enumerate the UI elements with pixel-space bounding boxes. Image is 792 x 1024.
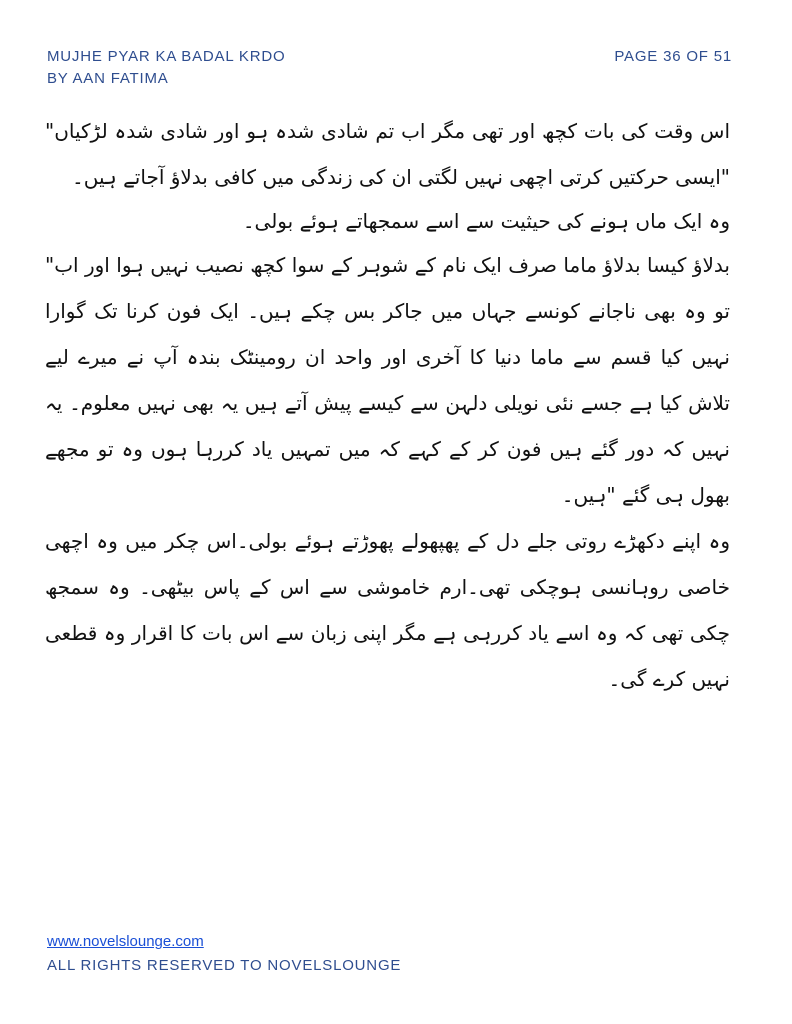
novel-title: MUJHE PYAR KA BADAL KRDO — [47, 48, 286, 65]
document-header — [47, 46, 285, 90]
page-number: PAGE 36 OF 51 — [614, 48, 732, 65]
story-body — [45, 108, 730, 702]
paragraph-dialogue-2: بدلاؤ کیسا بدلاؤ ماما صرف ایک نام کے شوہر کے سوا کچھ نصیب نہیں ہوا اور اب" تو وہ بھی ناجانے کونسے جہاں میں جاکر بس چکے ہیں۔ ایک فون کرنا تک گوارا نہیں کیا قسم سے ماما دنیا کا آخری اور واحد ان رومینٹک بندہ آپ نے میرے لیے تلاش کیا ہے جسے نئی نویلی دلہن سے کیسے پیش آتے ہیں یہ بھی نہیں معلوم۔ یہ نہیں کہ دور گئے ہیں فون کر کے کہے کہ میں تمہیں یاد کررہا ہوں وہ تو مجھے بھول ہی گئے "ہیں۔ — [45, 253, 730, 507]
paragraph-narration-1: وہ ایک ماں ہونے کی حیثیت سے اسے سمجھاتے ہوئے بولی۔ — [242, 209, 730, 233]
rights-notice: ALL RIGHTS RESERVED TO NOVELSLOUNGE — [47, 957, 402, 974]
author-line: BY AAN FATIMA — [47, 70, 169, 87]
paragraph-narration-2: وہ اپنے دکھڑے روتی جلے دل کے پھپھولے پھوڑتے ہوئے بولی۔اس چکر میں وہ اچھی خاصی روہانسی ہوچکی تھی۔ارم خاموشی سے اس کے پاس بیٹھی۔ وہ سمجھ چکی تھی کہ وہ اسے یاد کررہی ہے مگر اپنی زبان سے اس بات کا اقرار وہ قطعی نہیں کرے گی۔ — [45, 529, 730, 691]
website-link[interactable]: www.novelslounge.com — [47, 933, 204, 950]
paragraph-dialogue-1: اس وقت کی بات کچھ اور تھی مگر اب تم شادی شدہ ہو اور شادی شدہ لڑکیاں" "ایسی حرکتیں کرتی اچھی نہیں لگتی ان کی زندگی میں کافی بدلاؤ آجاتے ہیں۔ — [45, 119, 730, 189]
